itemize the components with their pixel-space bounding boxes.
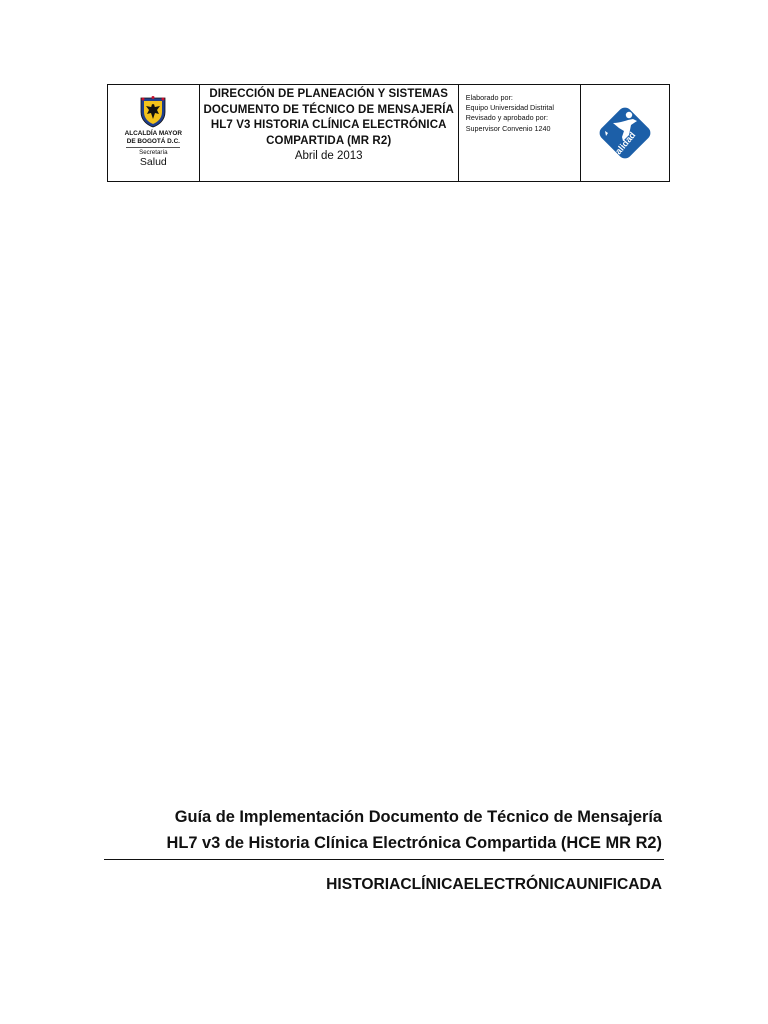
author-line-4: Supervisor Convenio 1240 [465,123,551,133]
logo-divider [126,147,180,148]
salud-label: Salud [139,156,167,168]
author-line-1: Elaborado por: [465,93,513,102]
header-title-line-1: DIRECCIÓN DE PLANEACIÓN Y SISTEMAS [209,88,449,100]
header-title-line-3: HL7 V3 HISTORIA CLÍNICA ELECTRÓNICA [210,119,447,131]
header-title-cell [200,85,459,181]
header-date: Abril de 2013 [294,150,363,162]
alcaldia-line-2: DE BOGOTÁ D.C. [126,138,180,145]
author-line-3: Revisado y aprobado por: [465,113,549,123]
secretaria-label: Secretaría [139,149,168,156]
alcaldia-logo-cell [108,85,200,181]
header-author-cell [459,85,582,181]
alcaldia-line-1: ALCALDÍA MAYOR [124,130,183,137]
author-line-2: Equipo Universidad Distrital [465,103,555,113]
bogota-coat-of-arms-icon [136,95,170,129]
header-title-line-4: COMPARTIDA (MR R2) [266,134,392,147]
calidad-logo-cell [581,85,669,181]
calidad-diamond-logo-icon [593,101,657,165]
document-title-line-1: Guía de Implementación Documento de Técnico de Mensajería [174,808,662,826]
document-title-line-2: HL7 v3 de Historia Clínica Electrónica Compartida (HCE MR R2) [166,834,662,852]
title-divider [104,859,664,860]
calidad-logo-text: calidad [610,129,638,161]
header-title-line-2: DOCUMENTO DE TÉCNICO DE MENSAJERÍA [203,103,454,116]
document-subtitle: HISTORIACLÍNICAELECTRÓNICAUNIFICADA [326,876,662,893]
document-header-table [107,84,670,182]
document-title [167,804,662,856]
